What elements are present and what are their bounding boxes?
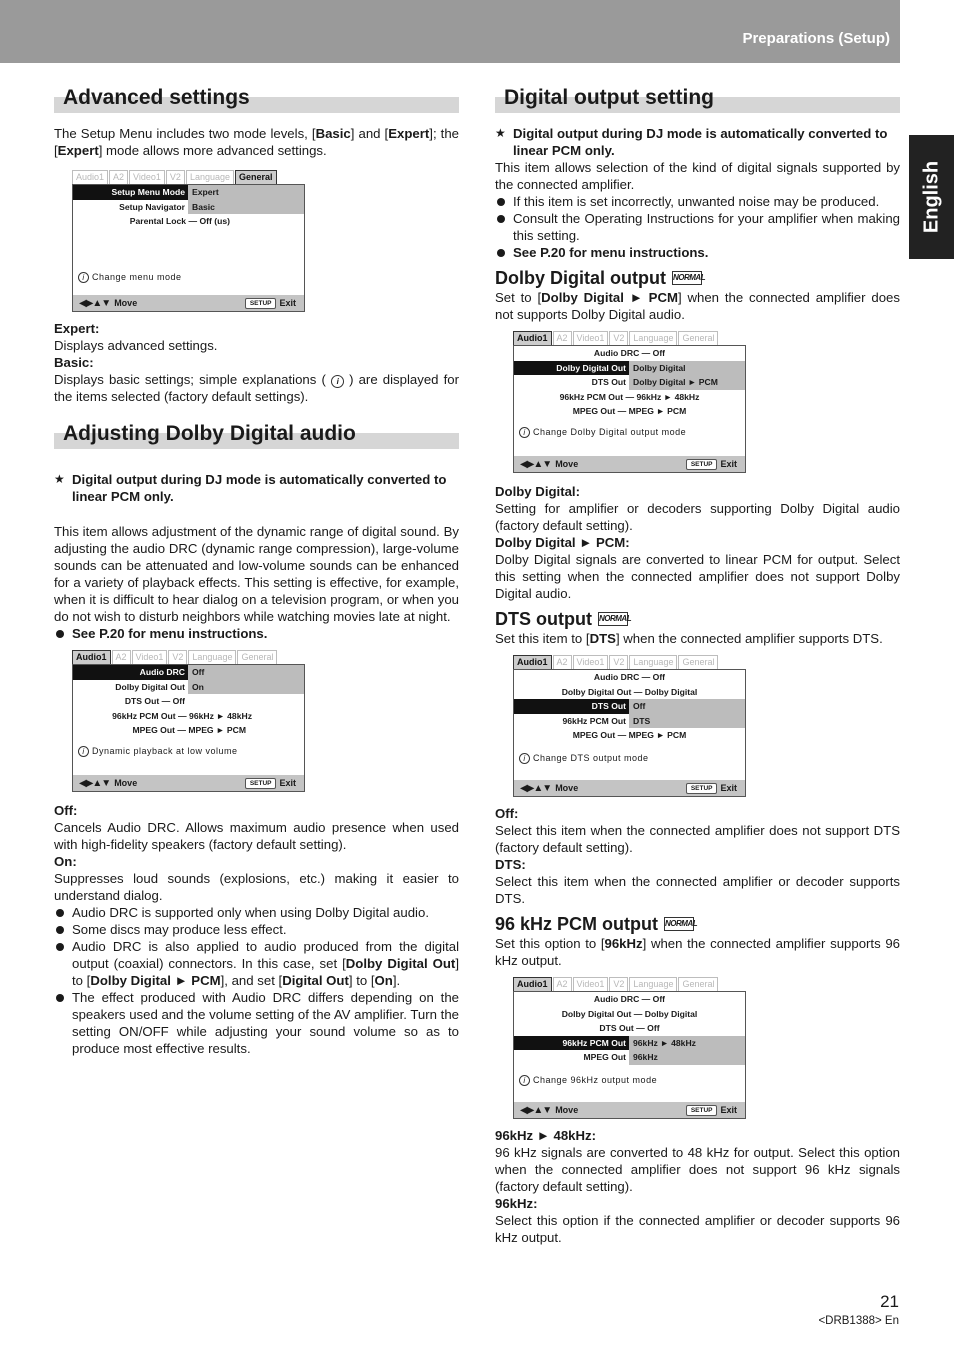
khz-output-intro: Set this option to [96kHz] when the connected amplifier supports 96 kHz output. (495, 936, 900, 968)
basic-text: Displays basic settings; simple explanations ( i ) are displayed for the items selected (factory default settings). (54, 372, 459, 404)
arrow-keys-icon: ◀▶▲▼ (520, 458, 552, 470)
tab-video1: Video1 (573, 655, 609, 669)
tab-v2: V2 (168, 650, 187, 664)
info-line: i Change Dolby Digital output mode (519, 424, 686, 441)
tab-audio1: Audio1 (513, 655, 552, 669)
tab-general: General (235, 170, 277, 184)
digital-output-title: Digital output setting (504, 86, 714, 109)
tab-general: General (678, 977, 718, 991)
list-item: Audio DRC is also applied to audio produced from the digital output (coaxial) connectors. In this case, set [Dolby Digital Out] to [Dolby Digital ► PCM], and set [Digital Out] to [On]. (54, 938, 459, 989)
menu-row: Setup Menu Mode Expert (73, 185, 304, 200)
info-icon: i (519, 427, 530, 438)
basic-label: Basic: (54, 355, 94, 370)
option-label: Dolby Digital: (495, 484, 580, 499)
tab-language: Language (188, 650, 236, 664)
language-tab-label: English (920, 160, 942, 234)
digital-output-heading (495, 85, 900, 113)
menu-row: 96kHz PCM Out 96kHz ► 48kHz (514, 1036, 745, 1051)
tab-general: General (678, 655, 718, 669)
screen-footer: ◀▶▲▼ Move SETUP Exit (73, 775, 304, 791)
list-item: The effect produced with Audio DRC differs depending on the speakers used and the volume setting of the AV amplifier. Turn the setting ON/OFF while adjusting your sound volume so as to produce most effective results. (54, 989, 459, 1057)
tab-audio1: Audio1 (513, 331, 552, 345)
dj-mode-note: ★ Digital output during DJ mode is automatically converted to linear PCM only. (495, 125, 900, 159)
on-label: On: (54, 854, 77, 869)
menu-row: 96kHz PCM Out — 96kHz ► 48kHz (112, 710, 252, 721)
menu-row: MPEG Out — MPEG ► PCM (572, 406, 687, 416)
option-label: DTS: (495, 857, 526, 872)
tab-v2: V2 (166, 170, 185, 184)
list-item: If this item is set incorrectly, unwanted noise may be produced. (495, 193, 900, 210)
tab-a2: A2 (109, 170, 128, 184)
khz-output-screen (513, 975, 746, 1119)
normal-mode-icon: NORMAL (672, 271, 702, 285)
digital-output-notes (495, 193, 900, 261)
menu-row: Dolby Digital Out On (73, 680, 304, 695)
list-item: Consult the Operating Instructions for your amplifier when making this setting. (495, 210, 900, 244)
screen-footer: ◀▶▲▼ Move SETUP Exit (514, 1102, 745, 1118)
digital-output-body: This item allows selection of the kind of digital signals supported by the connected amplifier. (495, 160, 900, 192)
tab-language: Language (629, 977, 677, 991)
menu-row: Audio DRC — Off (593, 672, 666, 682)
menu-row: MPEG Out — MPEG ► PCM (132, 725, 246, 735)
option-label: Dolby Digital ► PCM: (495, 535, 630, 550)
option-label: 96kHz: (495, 1196, 538, 1211)
list-item: Audio DRC is supported only when using Dolby Digital audio. (54, 904, 459, 921)
info-line: i Dynamic playback at low volume (78, 743, 238, 760)
menu-row: DTS Out Dolby Digital ► PCM (514, 375, 745, 390)
tab-v2: V2 (609, 655, 628, 669)
menu-row: Dolby Digital Out — Dolby Digital (561, 1008, 698, 1019)
menu-row: Audio DRC — Off (593, 348, 666, 358)
info-icon: i (331, 375, 344, 388)
menu-row: Setup Navigator Basic (73, 200, 304, 215)
drc-notes (54, 904, 459, 1057)
menu-row: Audio DRC Off (73, 665, 304, 680)
option-label: Off: (495, 806, 519, 821)
menu-row: Dolby Digital Out — Dolby Digital (561, 686, 698, 697)
setup-key-icon: SETUP (245, 778, 277, 789)
tab-language: Language (629, 655, 677, 669)
info-icon: i (78, 272, 89, 283)
tab-video1: Video1 (573, 977, 609, 991)
option-text: Select this item when the connected amplifier or decoder supports DTS. (495, 874, 900, 906)
dts-output-screen (513, 653, 746, 797)
setup-key-icon: SETUP (686, 783, 718, 794)
info-line: i Change 96kHz output mode (519, 1072, 657, 1089)
off-label: Off: (54, 803, 78, 818)
menu-row: 96kHz PCM Out — 96kHz ► 48kHz (559, 391, 700, 402)
tab-v2: V2 (609, 977, 628, 991)
menu-row: MPEG Out — MPEG ► PCM (572, 730, 687, 740)
option-text: Dolby Digital signals are converted to linear PCM for output. Select this setting when the connected amplifier does not support Dolby Digital audio. (495, 552, 900, 601)
advanced-settings-heading (54, 85, 459, 113)
language-tab (909, 135, 954, 259)
tab-video1: Video1 (573, 331, 609, 345)
tab-general: General (237, 650, 277, 664)
arrow-keys-icon: ◀▶▲▼ (520, 782, 552, 794)
arrow-keys-icon: ◀▶▲▼ (520, 1104, 552, 1116)
tab-language: Language (186, 170, 234, 184)
setup-menu-screen (72, 168, 305, 312)
option-label: 96kHz ► 48kHz: (495, 1128, 597, 1143)
list-item: Some discs may produce less effect. (54, 921, 459, 938)
arrow-keys-icon: ◀▶▲▼ (79, 777, 111, 789)
advanced-settings-title: Advanced settings (63, 86, 250, 109)
section-header: Preparations (Setup) (742, 30, 890, 47)
info-icon: i (78, 746, 89, 757)
tab-v2: V2 (609, 331, 628, 345)
option-text: Setting for amplifier or decoders supporting Dolby Digital audio (factory default setting). (495, 501, 900, 533)
info-line: i Change DTS output mode (519, 750, 649, 767)
on-text: Suppresses loud sounds (explosions, etc.) making it easier to understand dialog. (54, 871, 459, 903)
menu-row: Parental Lock — Off (us) (129, 216, 230, 226)
see-instructions: See P.20 for menu instructions. (54, 625, 459, 642)
header-bar (0, 0, 900, 63)
info-icon: i (519, 753, 530, 764)
audio-drc-screen (72, 648, 305, 792)
option-text: Select this option if the connected amplifier or decoder supports 96 kHz output. (495, 1213, 900, 1245)
screen-footer: ◀▶▲▼ Move SETUP Exit (514, 780, 745, 796)
setup-key-icon: SETUP (686, 459, 718, 470)
menu-row: 96kHz PCM Out DTS (514, 714, 745, 729)
menu-row: MPEG Out 96kHz (514, 1050, 745, 1065)
tab-general: General (678, 331, 718, 345)
screen-footer: ◀▶▲▼ Move SETUP Exit (514, 456, 745, 472)
tab-audio1: Audio1 (513, 977, 552, 991)
tab-a2: A2 (553, 331, 572, 345)
setup-key-icon: SETUP (245, 298, 277, 309)
tab-a2: A2 (553, 977, 572, 991)
dolby-audio-title: Adjusting Dolby Digital audio (63, 422, 356, 445)
tab-a2: A2 (553, 655, 572, 669)
dolby-output-screen (513, 329, 746, 473)
advanced-intro: The Setup Menu includes two mode levels, [Basic] and [Expert]; the [Expert] mode allows more advanced settings. (54, 126, 460, 158)
dolby-audio-body: This item allows adjustment of the dynamic range of digital sound. By adjusting the audio DRC (dynamic range compression), large-volume sounds can be attenuated and low-volume sounds can be enhanced for a variety of playback effects. This setting is effective, for example, when it is difficult to hear dialog on a television program, or when you do not wish to disturb neighbors while watching movies late at night. (54, 524, 459, 624)
normal-mode-icon: NORMAL (664, 917, 694, 931)
dolby-output-intro: Set to [Dolby Digital ► PCM] when the connected amplifier does not supports Dolby Digital audio. (495, 290, 900, 322)
normal-mode-icon: NORMAL (598, 612, 628, 626)
tab-video1: Video1 (132, 650, 168, 664)
expert-label: Expert: (54, 321, 100, 336)
dolby-output-heading: Dolby Digital output NORMAL (495, 268, 706, 288)
screen-footer: ◀▶▲▼ Move SETUP Exit (73, 295, 304, 311)
tab-audio1: Audio1 (72, 170, 108, 184)
expert-text: Displays advanced settings. (54, 338, 218, 353)
left-column (54, 85, 459, 1057)
khz-output-heading: 96 kHz PCM output NORMAL (495, 914, 698, 934)
arrow-keys-icon: ◀▶▲▼ (79, 297, 111, 309)
menu-row: DTS Out — Off (124, 696, 185, 706)
off-text: Cancels Audio DRC. Allows maximum audio presence when used with high-fidelity speakers (factory default setting). (54, 820, 459, 852)
dolby-audio-heading (54, 421, 459, 449)
page-number: 21 (880, 1292, 899, 1311)
option-text: Select this item when the connected amplifier does not support DTS (factory default setting). (495, 823, 900, 855)
tab-a2: A2 (112, 650, 131, 664)
menu-row: DTS Out — Off (599, 1023, 660, 1033)
document-code: <DRB1388> En (818, 1315, 899, 1327)
tab-audio1: Audio1 (72, 650, 111, 664)
tab-language: Language (629, 331, 677, 345)
dj-mode-note: ★ Digital output during DJ mode is automatically converted to linear PCM only. (54, 471, 459, 505)
see-instructions: See P.20 for menu instructions. (495, 244, 900, 261)
info-line: i Change menu mode (78, 269, 182, 286)
menu-row: Dolby Digital Out Dolby Digital (514, 361, 745, 376)
info-icon: i (519, 1075, 530, 1086)
dts-output-intro: Set this item to [DTS] when the connected amplifier supports DTS. (495, 631, 883, 646)
dts-output-heading: DTS output NORMAL (495, 609, 632, 629)
menu-row: DTS Out Off (514, 699, 745, 714)
right-column (495, 85, 900, 1246)
menu-row: Audio DRC — Off (593, 994, 666, 1004)
option-text: 96 kHz signals are converted to 48 kHz for output. Select this option when the connected amplifier does not support 96 kHz signals (factory default setting). (495, 1145, 900, 1194)
setup-key-icon: SETUP (686, 1105, 718, 1116)
tab-video1: Video1 (129, 170, 165, 184)
